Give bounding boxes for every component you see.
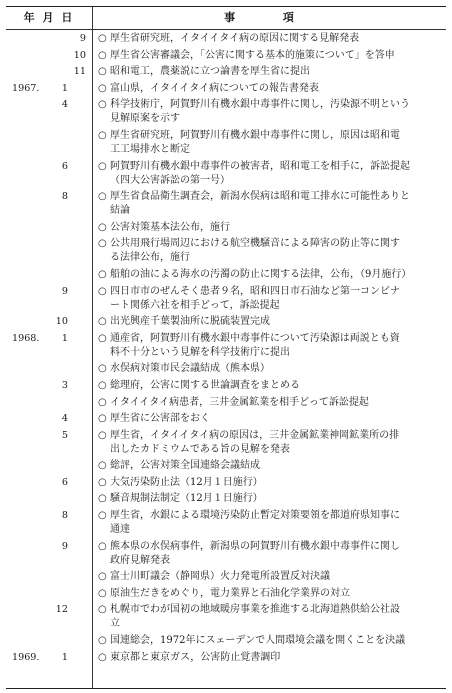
- event-text: 公害対策基本法公布，施行: [110, 221, 230, 233]
- table-row: [6, 587, 446, 601]
- bullet-circle-icon: ○: [98, 316, 107, 328]
- date-month: 1: [61, 651, 68, 663]
- event-text: 厚生省，イタイイタイ病の原因は，三井金属鉱業神岡鉱業所の排 出したカドミウムである旨の見解を発表: [110, 429, 400, 455]
- row-date: [6, 190, 92, 204]
- bullet-circle-icon: ○: [98, 221, 107, 233]
- row-event: [92, 221, 446, 235]
- table-row: [6, 509, 446, 537]
- date-month: 6: [61, 160, 68, 172]
- event-text: 通産省，阿賀野川有機水銀中毒事件について汚染源は両説とも資 料不十分という見解を科学技術庁に提出: [110, 332, 400, 358]
- event-text: 東京都と東京ガス，公害防止覚書調印: [110, 651, 281, 663]
- date-year: 1969.: [12, 651, 40, 663]
- bullet-circle-icon: ○: [98, 379, 107, 391]
- row-event: [92, 49, 446, 63]
- row-event: [92, 603, 446, 631]
- table-row: [6, 268, 446, 282]
- event-text: 厚生省研究班，イタイイタイ病の原因に関する見解発表: [110, 33, 360, 44]
- bullet-circle-icon: ○: [98, 66, 107, 78]
- row-event: [92, 540, 446, 568]
- table-row: [6, 65, 446, 79]
- table-row: [6, 379, 446, 393]
- bullet-circle-icon: ○: [98, 651, 107, 663]
- event-text: 熊本県の水俣病事件，新潟県の阿賀野川有機水銀中毒事件に関し 政府見解発表: [110, 540, 400, 566]
- bullet-circle-icon: ○: [98, 396, 107, 408]
- event-text: 原油生だきをめぐり，電力業界と石油化学業界の対立: [110, 587, 350, 599]
- row-event: [92, 332, 446, 360]
- row-event: [92, 82, 446, 96]
- event-text: 厚生省に公害部をおく: [110, 413, 210, 425]
- bullet-circle-icon: ○: [98, 268, 107, 280]
- table-body: [6, 32, 446, 667]
- date-month: 1: [61, 82, 68, 94]
- row-date: [6, 651, 92, 665]
- table-row: [6, 362, 446, 376]
- event-text: 富山県，イタイイタイ病についての報告書発表: [110, 82, 319, 94]
- bullet-circle-icon: ○: [98, 99, 107, 111]
- row-date: [6, 32, 92, 46]
- row-event: [92, 476, 446, 490]
- chronology-table: [6, 6, 446, 689]
- bullet-circle-icon: ○: [98, 82, 107, 94]
- event-text: 富士川町議会（静岡県）火力発電所設置反対決議: [110, 571, 330, 583]
- date-month: 5: [61, 429, 68, 441]
- table-row: [6, 160, 446, 188]
- table-row: [6, 49, 446, 63]
- row-date: [6, 65, 92, 79]
- table-row: [6, 492, 446, 506]
- table-row: [6, 570, 446, 584]
- table-row: [6, 396, 446, 410]
- table-header: [6, 7, 446, 30]
- date-day: 10: [73, 49, 86, 61]
- table-row: [6, 32, 446, 46]
- bullet-circle-icon: ○: [98, 413, 107, 425]
- table-row: [6, 190, 446, 218]
- table-row: [6, 603, 446, 631]
- row-event: [92, 379, 446, 393]
- row-event: [92, 651, 446, 665]
- row-date: [6, 492, 92, 506]
- row-event: [92, 362, 446, 376]
- row-date: [6, 509, 92, 523]
- row-date: [6, 379, 92, 393]
- row-date: [6, 476, 92, 490]
- bullet-circle-icon: ○: [98, 540, 107, 552]
- table-row: [6, 476, 446, 490]
- date-day: 9: [79, 33, 86, 44]
- row-event: [92, 65, 446, 79]
- row-event: [92, 268, 446, 282]
- row-event: [92, 587, 446, 601]
- row-date: [6, 237, 92, 251]
- row-event: [92, 459, 446, 473]
- row-event: [92, 570, 446, 584]
- event-column-header: 事 項: [92, 7, 447, 29]
- bullet-circle-icon: ○: [98, 476, 107, 488]
- table-row: [6, 98, 446, 126]
- row-date: [6, 396, 92, 410]
- row-date: [6, 412, 92, 426]
- event-text: イタイイタイ病患者，三井金属鉱業を相手どって訴訟提起: [110, 396, 369, 408]
- bullet-circle-icon: ○: [98, 635, 107, 647]
- row-date: [6, 570, 92, 584]
- date-year: 1968.: [12, 332, 40, 344]
- row-date: [6, 285, 92, 299]
- bullet-circle-icon: ○: [98, 285, 107, 297]
- bullet-circle-icon: ○: [98, 332, 107, 344]
- row-date: [6, 160, 92, 174]
- row-event: [92, 315, 446, 329]
- table-row: [6, 412, 446, 426]
- bullet-circle-icon: ○: [98, 191, 107, 203]
- row-event: [92, 129, 446, 157]
- event-text: 厚生省，水銀による環境汚染防止暫定対策要領を都道府県知事に 通達: [110, 510, 400, 536]
- date-month: 12: [55, 604, 68, 616]
- date-column-header: 年 月 日: [23, 11, 75, 24]
- row-date: [6, 587, 92, 601]
- row-event: [92, 492, 446, 506]
- row-event: [92, 160, 446, 188]
- table-row: [6, 540, 446, 568]
- row-date: [6, 429, 92, 443]
- event-text: 阿賀野川有機水銀中毒事件の被害者，昭和電工を相手に，訴訟提起 （四大公害訴訟の第一号）: [110, 160, 410, 186]
- row-event: [92, 237, 446, 265]
- date-month: 8: [61, 510, 68, 522]
- bullet-circle-icon: ○: [98, 49, 107, 61]
- table-row: [6, 332, 446, 360]
- event-text: 厚生省公害審議会，「公害に関する基本的施策について」を答申: [110, 49, 395, 61]
- row-date: [6, 459, 92, 473]
- row-event: [92, 98, 446, 126]
- row-date: [6, 315, 92, 329]
- event-text: 四日市市のぜんそく患者９名，昭和四日市石油など第一コンビナ ート関係六社を相手どって，訴訟提起: [110, 285, 400, 311]
- date-month: 8: [61, 191, 68, 203]
- event-text: 厚生省研究班，阿賀野川有機水銀中毒事件に関し，原因は昭和電 工工場排水と断定: [110, 129, 400, 155]
- table-row: [6, 237, 446, 265]
- row-event: [92, 634, 446, 648]
- date-month: 6: [61, 476, 68, 488]
- row-date: [6, 332, 92, 346]
- row-date: [6, 129, 92, 143]
- table-row: [6, 634, 446, 648]
- bullet-circle-icon: ○: [98, 33, 107, 44]
- table-row: [6, 429, 446, 457]
- row-event: [92, 285, 446, 313]
- row-date: [6, 49, 92, 63]
- date-month: 10: [55, 316, 68, 328]
- row-date: [6, 634, 92, 648]
- date-month: 3: [61, 379, 68, 391]
- row-date: [6, 82, 92, 96]
- event-text: 厚生省食品衛生調査会，新潟水俣病は昭和電工排水に可能性ありと 結論: [110, 191, 410, 217]
- date-month: 4: [61, 413, 68, 425]
- bullet-circle-icon: ○: [98, 571, 107, 583]
- date-month: 9: [61, 540, 68, 552]
- event-text: 出光興産千葉製油所に脱硫装置完成: [110, 316, 270, 328]
- row-event: [92, 190, 446, 218]
- date-month: 1: [61, 332, 68, 344]
- bullet-circle-icon: ○: [98, 460, 107, 472]
- row-event: [92, 429, 446, 457]
- event-text: 大気汚染防止法（12月１日施行）: [110, 476, 263, 488]
- row-event: [92, 412, 446, 426]
- bullet-circle-icon: ○: [98, 510, 107, 522]
- event-text: 船舶の油による海水の汚濁の防止に関する法律，公布，（9月施行）: [110, 268, 412, 280]
- row-event: [92, 509, 446, 537]
- date-day: 11: [73, 66, 86, 78]
- table-row: [6, 82, 446, 96]
- event-text: 総理府，公害に関する世論調査をまとめる: [110, 379, 300, 391]
- event-text: 昭和電工，農薬説に立つ論書を厚生省に提出: [110, 66, 310, 78]
- event-text: 水俣病対策市民会議結成（熊本県）: [110, 363, 270, 375]
- row-event: [92, 396, 446, 410]
- date-year: 1967.: [12, 82, 40, 94]
- row-date: [6, 362, 92, 376]
- bullet-circle-icon: ○: [98, 129, 107, 141]
- bullet-circle-icon: ○: [98, 587, 107, 599]
- row-date: [6, 98, 92, 112]
- event-text: 公共用飛行場周辺における航空機騒音による障害の防止等に関す る法律公布，施行: [110, 238, 400, 264]
- table-row: [6, 221, 446, 235]
- table-row: [6, 285, 446, 313]
- event-text: 国連総会，1972年にスェーデンで人間環境会議を開くことを決議: [110, 635, 406, 647]
- row-date: [6, 603, 92, 617]
- bullet-circle-icon: ○: [98, 363, 107, 375]
- table-row: [6, 129, 446, 157]
- table-row: [6, 651, 446, 665]
- date-month: 4: [61, 99, 68, 111]
- event-text: 総評，公害対策全国連絡会議結成: [110, 460, 260, 472]
- event-text: 札幌市でわが国初の地域暖房事業を推進する北海道熱供給公社設 立: [110, 604, 400, 630]
- event-text: 騒音規制法制定（12月１日施行）: [110, 493, 263, 505]
- row-date: [6, 268, 92, 282]
- bullet-circle-icon: ○: [98, 429, 107, 441]
- date-month: 9: [61, 285, 68, 297]
- bullet-circle-icon: ○: [98, 604, 107, 616]
- bullet-circle-icon: ○: [98, 160, 107, 172]
- bullet-circle-icon: ○: [98, 493, 107, 505]
- bullet-circle-icon: ○: [98, 238, 107, 250]
- row-date: [6, 540, 92, 554]
- event-text: 科学技術庁，阿賀野川有機水銀中毒事件に関し，汚染源不明という 見解原案を示す: [110, 99, 410, 125]
- row-date: [6, 221, 92, 235]
- table-row: [6, 459, 446, 473]
- table-row: [6, 315, 446, 329]
- row-event: [92, 32, 446, 46]
